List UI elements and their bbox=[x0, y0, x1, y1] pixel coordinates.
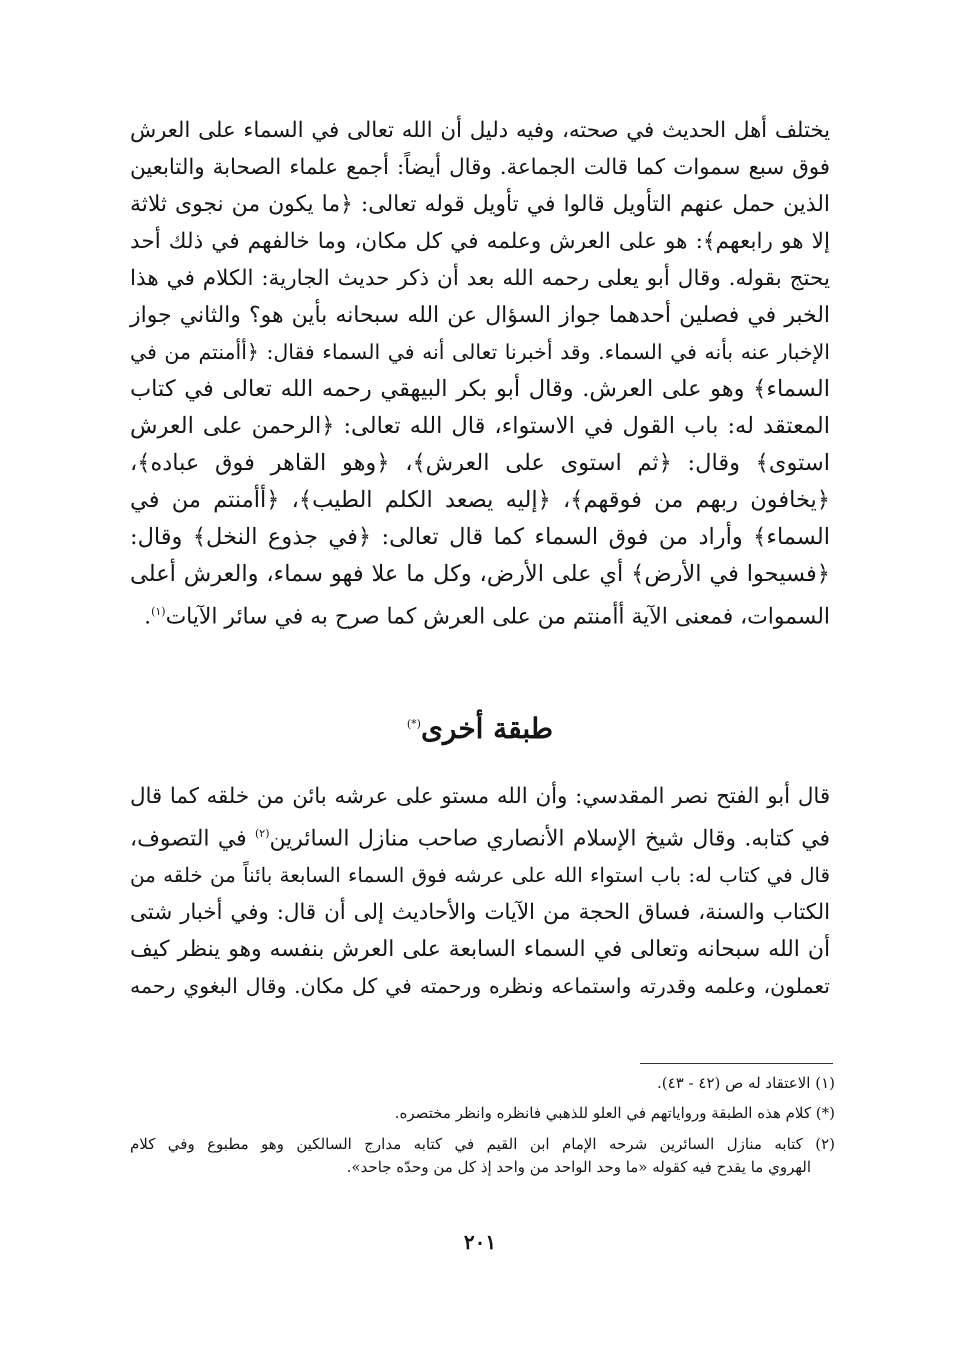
text-line: الكتاب والسنة، فساق الحجة من الآيات والأحاديث إلى أن قال: وفي أخبار شتى bbox=[130, 900, 830, 926]
text-line-content: السموات، فمعنى الآية أأمنتم من على العرش كما صرح به في سائر الآيات bbox=[165, 604, 830, 630]
text-line: الذين حمل عنهم التأويل قالوا في تأويل قوله تعالى: ﴿ما يكون من نجوى ثلاثة bbox=[130, 192, 830, 217]
text-line: استوى﴾ وقال: ﴿ثم استوى على العرش﴾، ﴿وهو القاهر فوق عباده﴾، bbox=[130, 450, 830, 476]
sentence-end: . bbox=[144, 604, 152, 630]
footnote-ref-2[interactable]: (٢) bbox=[254, 827, 270, 840]
footnote-ref-1[interactable]: (١) bbox=[151, 605, 166, 618]
text-line: إلا هو رابعهم﴾: هو على العرش وعلمه في كل مكان، وما خالفهم في ذلك أحد bbox=[130, 229, 830, 254]
text-line: السماء﴾ وهو على العرش. وقال أبو بكر البيهقي رحمه الله تعالى في كتاب bbox=[130, 376, 830, 402]
section-heading bbox=[130, 712, 830, 745]
footnote-star bbox=[130, 1102, 835, 1125]
footnote-ref-star[interactable]: (*) bbox=[406, 717, 421, 731]
text-line: ﴿فسيحوا في الأرض﴾ أي على الأرض، وكل ما علا فهو سماء، والعرش أعلى bbox=[130, 561, 830, 587]
text-line-content: في كتابه. وقال شيخ الإسلام الأنصاري صاحب منازل السائرين bbox=[269, 826, 830, 852]
footnote-text: (*) كلام هذه الطبقة ورواياتهم في العلو للذهبي فانظره وانظر مختصره. bbox=[394, 1104, 835, 1122]
text-line: قال أبو الفتح نصر المقدسي: وأن الله مستو على عرشه بائن من خلقه كما قال bbox=[130, 784, 830, 809]
footnote-1 bbox=[130, 1072, 835, 1095]
text-line: تعملون، وعلمه وقدرته واستماعه ونظره ورحمته في كل مكان. وقال البغوي رحمه bbox=[130, 974, 830, 999]
text-line: المعتقد له: باب القول في الاستواء، قال الله تعالى: ﴿الرحمن على العرش bbox=[130, 413, 830, 439]
text-line-content: في التصوف، bbox=[130, 826, 247, 852]
main-paragraph-1 bbox=[130, 112, 830, 635]
heading-title: طبقة أخرى bbox=[420, 712, 554, 745]
text-line: ﴿يخافون ربهم من فوقهم﴾، ﴿إليه يصعد الكلم الطيب﴾، ﴿أأمنتم من في bbox=[130, 487, 830, 513]
text-line bbox=[130, 815, 830, 857]
main-paragraph-2 bbox=[130, 778, 830, 1005]
footnote-text: (١) الاعتقاد له ص (٤٢ - ٤٣). bbox=[657, 1074, 835, 1092]
text-line: قال في كتاب له: باب استواء الله على عرشه فوق السماء السابعة بائناً من خلقه من bbox=[130, 864, 830, 888]
text-line: الإخبار عنه بأنه في السماء. وقد أخبرنا تعالى أنه في السماء فقال: ﴿أأمنتم من في bbox=[130, 340, 830, 364]
text-line: الخبر في فصلين أحدهما جواز السؤال عن الله سبحانه بأين هو؟ والثاني جواز bbox=[130, 303, 830, 328]
footnote-text: (٢) كتابه منازل السائرين شرحه الإمام ابن القيم في كتابه مدارج السالكين وهو مطبوع وفي كلام bbox=[130, 1135, 835, 1153]
text-line: فوق سبع سموات كما قالت الجماعة. وقال أيضاً: أجمع علماء الصحابة والتابعين bbox=[130, 155, 830, 180]
text-line-last bbox=[130, 593, 830, 635]
text-line: يحتج بقوله. وقال أبو يعلى رحمه الله بعد أن ذكر حديث الجارية: الكلام في هذا bbox=[130, 266, 830, 291]
footnote-text: الهروي ما يقدح فيه كقوله «ما وحد الواحد من واحد إذ كل من وحدّه جاحد». bbox=[346, 1158, 811, 1176]
text-line: يختلف أهل الحديث في صحته، وفيه دليل أن الله تعالى في السماء على العرش bbox=[130, 118, 830, 143]
text-line: السماء﴾ وأراد من فوق السماء كما قال تعالى: ﴿في جذوع النخل﴾ وقال: bbox=[130, 524, 830, 550]
footnote-2 bbox=[130, 1133, 835, 1179]
text-line: أن الله سبحانه وتعالى في السماء السابعة على العرش بنفسه وهو ينظر كيف bbox=[130, 937, 830, 963]
page-number: ٢٠١ bbox=[463, 1230, 497, 1254]
footnote-divider bbox=[640, 1063, 833, 1064]
